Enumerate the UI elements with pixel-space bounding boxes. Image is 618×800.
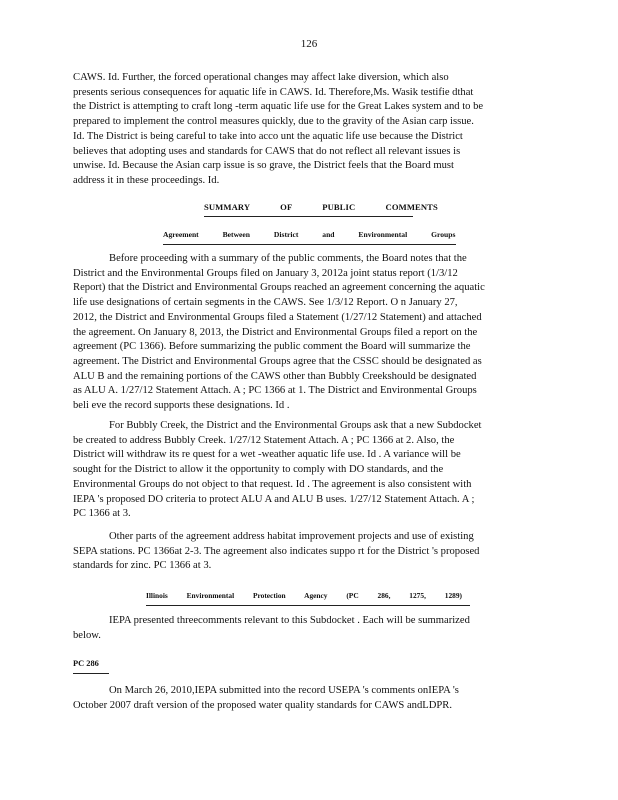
paragraph-iepa-presented [73,614,539,643]
text-line: beli eve the record supports these designations. Id . [73,400,290,412]
text-line: Environmental Groups do not object to that request. Id . The agreement is also consistent with [73,478,472,490]
section-heading-summary: SUMMARY OF PUBLIC COMMENTS [204,200,413,217]
text-line: prepared to implement the control measures quickly, due to the gravity of the Asian carp issue. [73,116,474,128]
text-line: SEPA stations. PC 1366at 2-3. The agreement also indicates suppo rt for the District 's proposed [73,545,480,557]
paragraph-agreement [73,252,539,414]
text-line: IEPA presented threecomments relevant to this Subdocket . Each will be summarized [109,615,470,626]
subsection-heading-iepa: Illinois Environmental Protection Agency (PC 286, 1275, 1289) [146,589,470,606]
text-line: unwise. Id. Because the Asian carp issue is so grave, the District feels that the Board must [73,160,454,172]
text-line: believes that adopting uses and standards for CAWS that do not reflect all relevant issues is [73,145,461,157]
text-line: agreement. The District and Environmental Groups agree that the CSSC should be designated as [73,355,482,367]
text-line: presents serious consequences for aquatic life in CAWS. Id. Therefore,Ms. Wasik testifie dthat [73,86,474,98]
text-line: below. [73,629,101,641]
text-line: as ALU A. 1/27/12 Statement Attach. A ; PC 1366 at 1. The District and Environmental Groups [73,385,477,397]
text-line: On March 26, 2010,IEPA submitted into the record USEPA 's comments onIEPA 's [109,685,459,696]
text-line: October 2007 draft version of the proposed water quality standards for CAWS andLDPR. [73,699,452,711]
text-line: the agreement. On January 8, 2013, the District and Environmental Groups filed a report on the [73,326,478,338]
text-line: Id. The District is being careful to take into acco unt the aquatic life use because the District [73,130,463,142]
page-number: 126 [300,38,318,50]
text-line: CAWS. Id. Further, the forced operational changes may affect lake diversion, which also [73,72,449,83]
text-line: Report) that the District and Environmental Groups reached an agreement concerning the aquatic [73,282,485,294]
text-line: Before proceeding with a summary of the public comments, the Board notes that the [109,253,467,264]
text-line: IEPA 's proposed DO criteria to protect ALU A and ALU B uses. 1/27/12 Statement Attach. A ; [73,493,475,505]
text-line: life use designations of certain segments in the CAWS. See 1/3/12 Report. O n January 27, [73,297,458,309]
text-line: ALU B and the remaining portions of the CAWS other than Bubbly Creekshould be designated [73,370,477,382]
text-line: sought for the District to allow it the opportunity to comply with DO standards, and the [73,464,444,476]
text-line: be created to address Bubbly Creek. 1/27/12 Statement Attach. A ; PC 1366 at 2. Also, the [73,434,455,446]
paragraph-other-parts [73,530,539,574]
subsection-heading-pc-286: PC 286 [73,657,109,674]
text-line: District will withdraw its re quest for a wet -weather aquatic life use. Id . A variance will be [73,449,461,461]
text-line: Other parts of the agreement address habitat improvement projects and use of existing [109,531,474,542]
text-line: address it in these proceedings. Id. [73,174,220,186]
text-line: the District is attempting to craft long -term aquatic life use for the Great Lakes system and to be [73,101,484,113]
text-line: agreement (PC 1366). Before summarizing the public comment the Board will summarize the [73,341,471,353]
text-line: PC 1366 at 3. [73,508,131,520]
paragraph-caws-testimony [73,71,539,189]
text-line: District and the Environmental Groups filed on January 3, 2012a joint status report (1/3/12 [73,267,458,279]
text-line: For Bubbly Creek, the District and the Environmental Groups ask that a new Subdocket [109,420,482,431]
text-line: standards for zinc. PC 1366 at 3. [73,560,212,572]
paragraph-bubbly-creek [73,419,539,522]
paragraph-pc-286 [73,684,539,713]
subsection-heading-agreement: Agreement Between District and Environmental Groups [163,228,456,245]
text-line: 2012, the District and Environmental Groups filed a Statement (1/27/12 Statement) and attached [73,311,482,323]
